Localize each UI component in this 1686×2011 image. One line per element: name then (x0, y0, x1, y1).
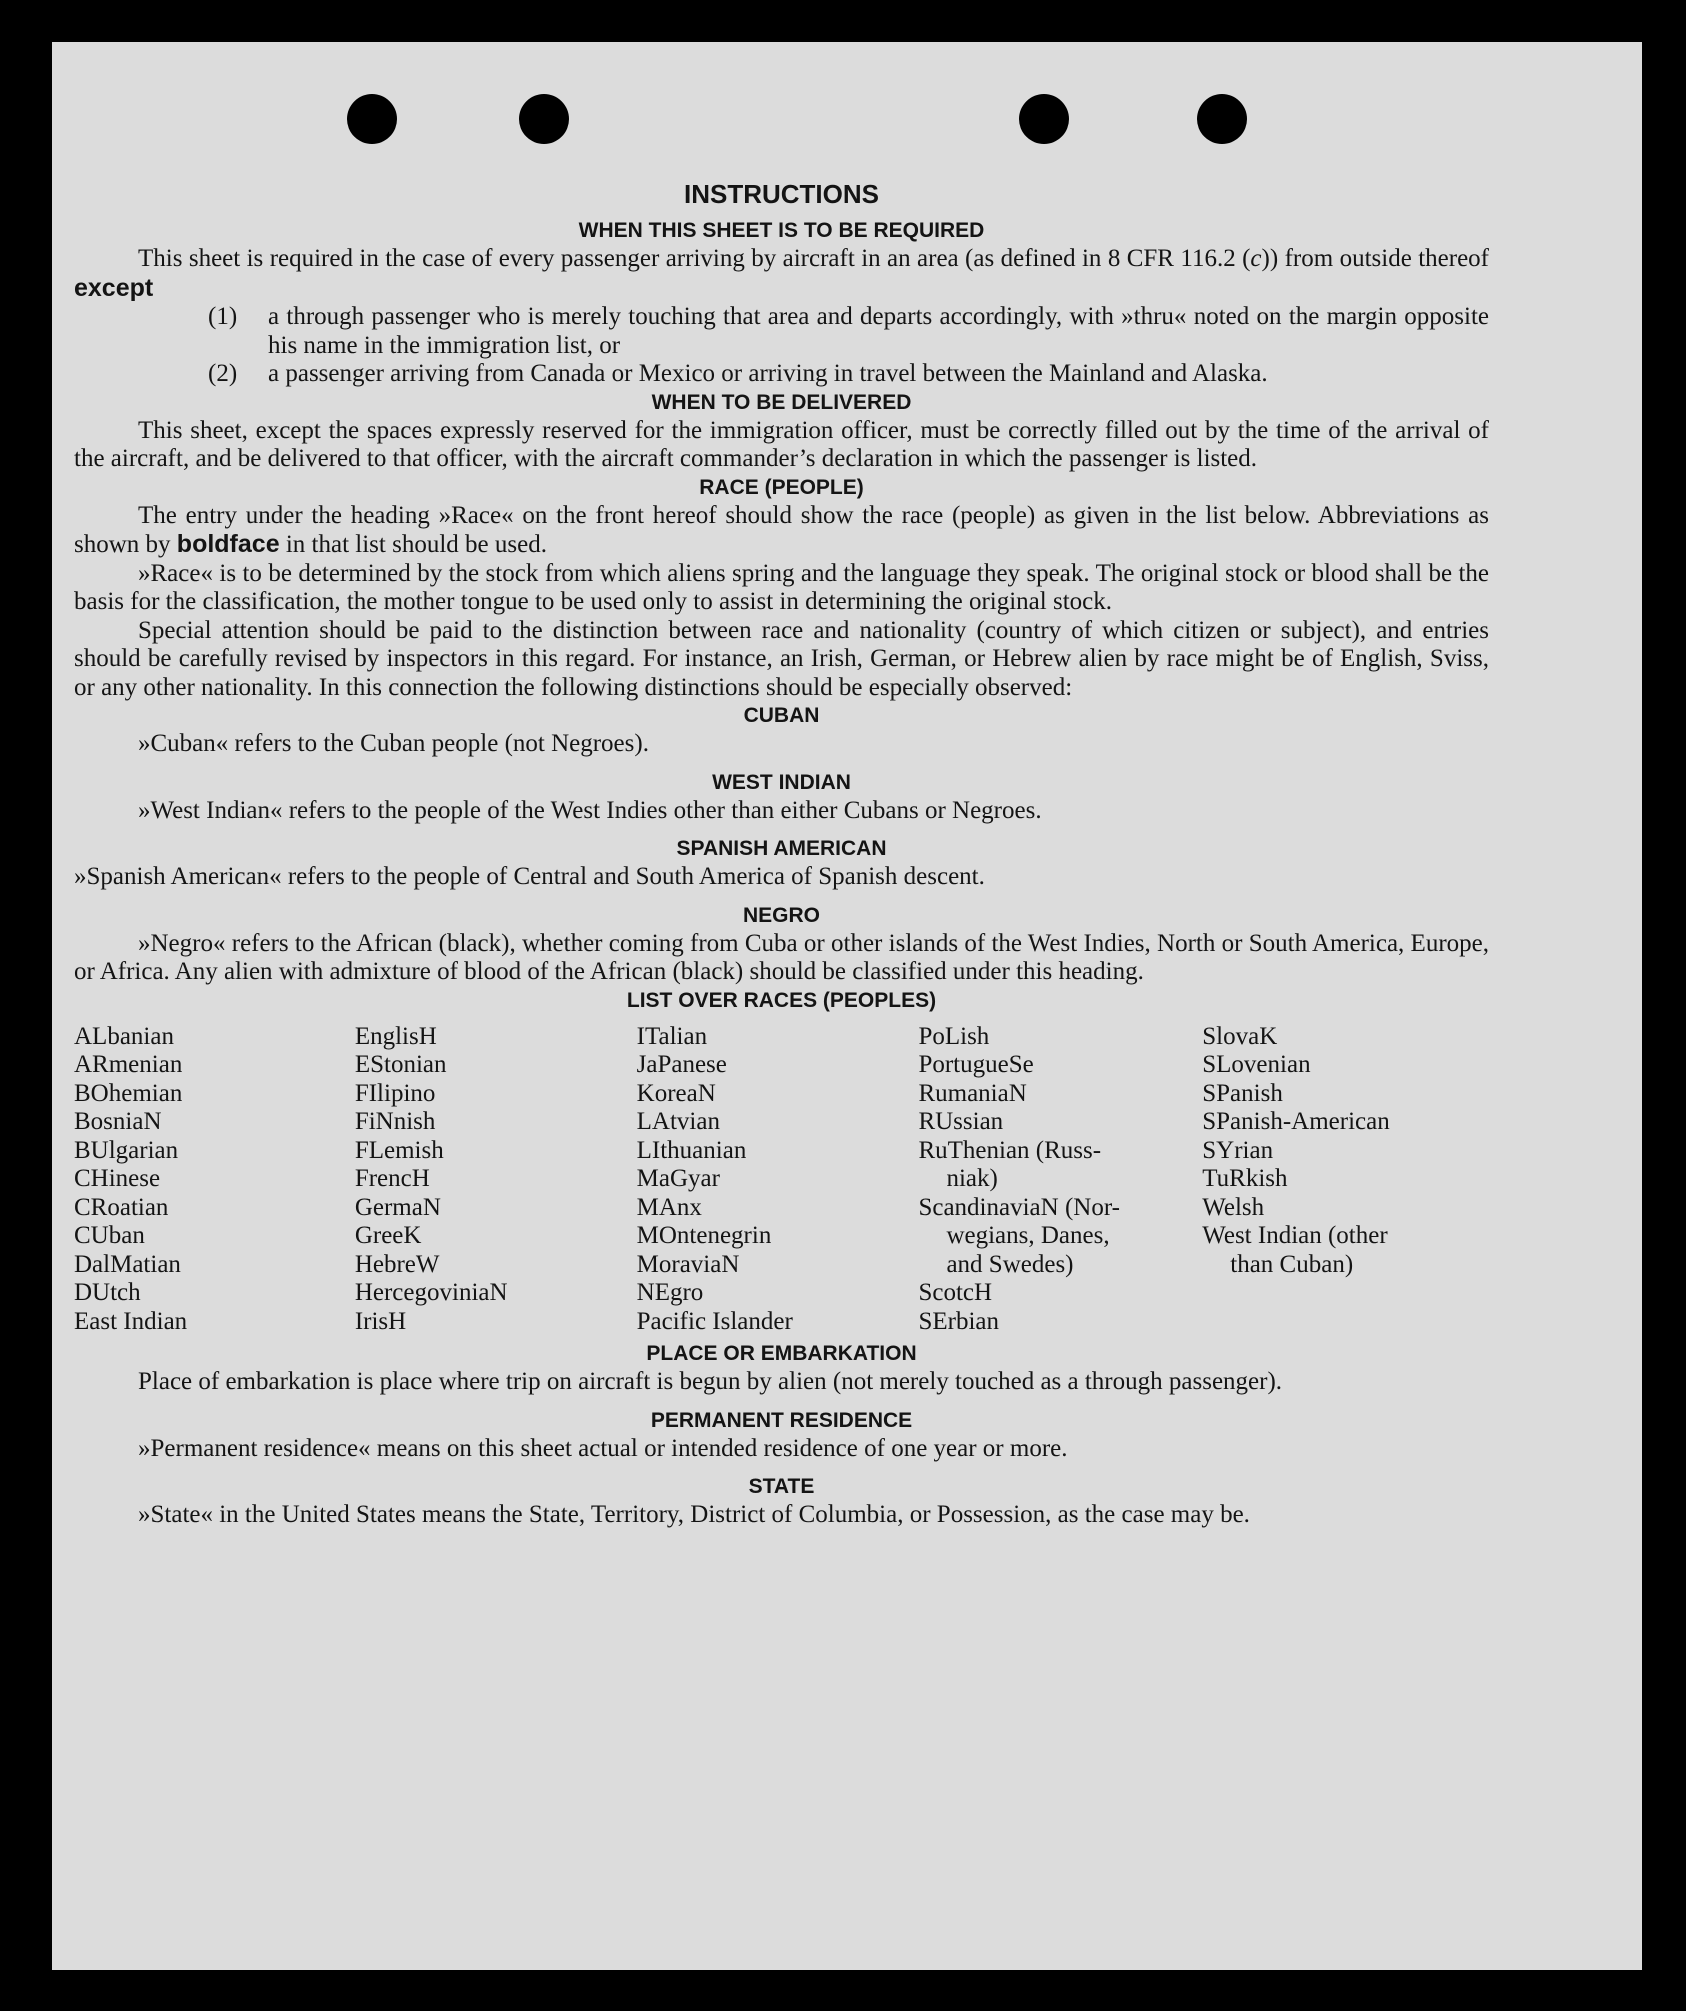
race-entry: CRoatian (74, 1193, 169, 1221)
race-column (355, 1023, 637, 1337)
race-entry: GermaN (354, 1193, 441, 1221)
cuban-text: »Cuban« refers to the Cuban people (not Negroes). (138, 730, 649, 757)
race-entry: HebreW (354, 1250, 440, 1278)
race-entry: ScandinaviaN (Nor- (918, 1193, 1120, 1221)
state-text: »State« in the United States means the State, Territory, District of Columbia, or Possession, as the case may be. (138, 1501, 1250, 1528)
section-heading-cuban: CUBAN (743, 704, 820, 727)
delivered-text: This sheet, except the spaces expressly reserved for the immigration officer, must be correctly filled out by the time of the arrival of the aircraft, and be delivered to that officer, with the aircraft commander’s declaration in which the passenger is listed. (74, 416, 1489, 472)
race-entry: FIlipino (354, 1079, 436, 1107)
race-paragraph-2: »Race« is to be determined by the stock from which aliens spring and the language they speak. The original stock or blood shall be the basis for the classification, the mother tongue to be used only to assist in determining the original stock. (74, 559, 1489, 615)
section-heading-race-list: LIST OVER RACES (PEOPLES) (626, 988, 937, 1012)
section-heading-delivered: WHEN TO BE DELIVERED (651, 390, 912, 414)
section-heading-negro: NEGRO (742, 903, 820, 927)
race-column (918, 1023, 1202, 1337)
race-entry: SLovenian (1202, 1051, 1311, 1078)
race-column (1202, 1023, 1489, 1337)
race-entry: JaPanese (636, 1051, 727, 1078)
race-entry: West Indian (other (1202, 1222, 1388, 1249)
west-indian-text: »West Indian« refers to the people of the West Indies other than either Cubans or Negroes. (138, 796, 1042, 824)
race-entry: LIthuanian (636, 1136, 747, 1164)
race-entry: FrencH (354, 1165, 430, 1192)
race-entry: RumaniaN (918, 1079, 1027, 1107)
spanish-american-text: »Spanish American« refers to the people of Central and South America of Spanish descent. (74, 863, 985, 890)
race-entry: GreeK (354, 1222, 422, 1249)
race-entry: FLemish (354, 1136, 444, 1164)
punch-hole (1197, 94, 1247, 144)
race-paragraph-3: Special attention should be paid to the distinction between race and nationality (country of which citizen or subject), and entries should be carefully revised by inspectors in this regard. For instance, an Irish, German, or Hebrew alien by race might be of English, Sviss, or any other nationality. In this connection the following distinctions should be especially observed: (74, 616, 1489, 701)
race-entry: RuThenian (Russ- (918, 1136, 1102, 1164)
document-sheet (52, 42, 1642, 1970)
race-entry: CUban (74, 1222, 145, 1249)
race-entry: EnglisH (354, 1022, 437, 1050)
race-entry: ScotcH (918, 1279, 993, 1306)
race-column (637, 1023, 919, 1337)
section-heading-embarkation: PLACE OR EMBARKATION (646, 1342, 917, 1365)
race-entry: DalMatian (74, 1250, 181, 1278)
race-entry: MOntenegrin (636, 1222, 772, 1249)
race-entry: MoraviaN (636, 1250, 740, 1278)
section-heading-state: STATE (748, 1475, 815, 1498)
instructions-content (74, 177, 1489, 1530)
race-entry: SErbian (918, 1307, 999, 1335)
race-entry: HercegoviniaN (354, 1279, 508, 1306)
race-entry: SPanish-American (1202, 1108, 1390, 1135)
race-list (74, 1023, 1489, 1337)
section-heading-required: WHEN THIS SHEET IS TO BE REQUIRED (578, 219, 985, 242)
required-intro: This sheet is required in the case of every passenger arriving by aircraft in an area (as defined in 8 CFR 116.2 (c)) from outside thereof except (74, 245, 1489, 302)
section-heading-spanish-american: SPANISH AMERICAN (676, 837, 887, 860)
punch-hole (1019, 94, 1069, 144)
race-entry: PortugueSe (918, 1051, 1034, 1078)
race-entry: SPanish (1202, 1079, 1283, 1107)
race-entry: LAtvian (636, 1108, 720, 1135)
section-heading-residence: PERMANENT RESIDENCE (650, 1408, 913, 1432)
negro-text: »Negro« refers to the African (black), whether coming from Cuba or other islands of the West Indies, North or South America, Europe, or Africa. Any alien with admixture of blood of the African (black) should be classified under this heading. (74, 929, 1489, 985)
race-entry: NEgro (636, 1279, 704, 1306)
exception-item-2: (2) a passenger arriving from Canada or Mexico or arriving in travel between the Mainland and Alaska. (208, 360, 1268, 387)
race-entry: niak) (946, 1165, 998, 1192)
race-entry: EStonian (354, 1051, 447, 1078)
race-entry: FiNnish (354, 1108, 436, 1135)
race-entry: ALbanian (74, 1022, 174, 1050)
race-entry: and Swedes) (946, 1250, 1074, 1278)
section-heading-west-indian: WEST INDIAN (712, 770, 851, 794)
race-entry: CHinese (74, 1165, 161, 1192)
race-entry: BUlgarian (74, 1136, 179, 1164)
punch-hole (519, 94, 569, 144)
exception-item-1: (1) a through passenger who is merely touching that area and departs accordingly, with »thru« noted on the margin opposite his name in the immigration list, or (208, 303, 1489, 359)
embarkation-text: Place of embarkation is place where trip on aircraft is begun by alien (not merely touched as a through passenger). (138, 1368, 1283, 1395)
race-entry: Welsh (1202, 1193, 1265, 1221)
punch-hole (347, 94, 397, 144)
race-entry: Pacific Islander (636, 1307, 793, 1335)
race-entry: IrisH (354, 1307, 407, 1335)
race-entry: DUtch (74, 1279, 141, 1306)
race-entry: ARmenian (74, 1051, 183, 1078)
race-entry: MAnx (636, 1193, 702, 1221)
race-entry: TuRkish (1202, 1165, 1288, 1192)
race-column (74, 1023, 355, 1337)
race-entry: KoreaN (636, 1079, 716, 1107)
race-entry: ITalian (636, 1022, 708, 1050)
race-entry: MaGyar (636, 1165, 720, 1192)
race-entry: RUssian (918, 1108, 1004, 1135)
race-entry: BosniaN (74, 1108, 162, 1135)
race-entry: BOhemian (74, 1079, 183, 1107)
race-entry: East Indian (74, 1307, 188, 1335)
page-title: INSTRUCTIONS (684, 179, 879, 209)
race-entry: than Cuban) (1230, 1250, 1354, 1278)
race-entry: SYrian (1202, 1136, 1274, 1164)
race-entry: wegians, Danes, (946, 1222, 1110, 1249)
race-entry: SlovaK (1202, 1022, 1278, 1050)
race-entry: PoLish (918, 1022, 990, 1050)
race-paragraph-1: The entry under the heading »Race« on the front hereof should show the race (people) as given in the list below. Abbreviations as shown by boldface in that list should be used. (74, 501, 1489, 558)
residence-text: »Permanent residence« means on this sheet actual or intended residence of one year or more. (138, 1434, 1068, 1462)
section-heading-race: RACE (PEOPLE) (699, 475, 864, 499)
